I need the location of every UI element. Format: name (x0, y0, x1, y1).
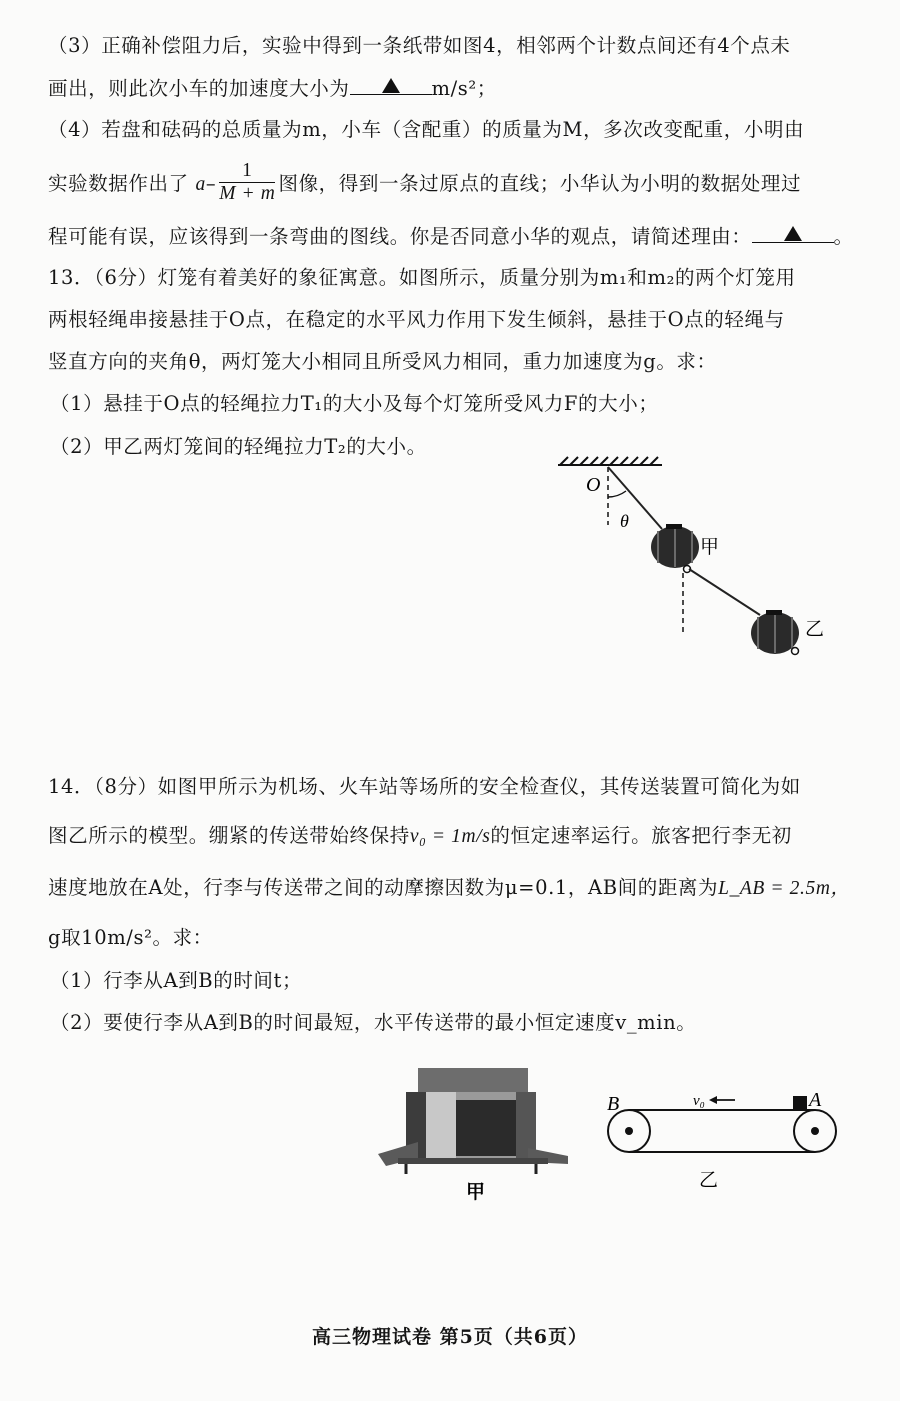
q13-line3: 竖直方向的夹角θ，两灯笼大小相同且所受风力相同，重力加速度为g。求： (48, 350, 717, 373)
conveyor-belt-figure (603, 1088, 843, 1198)
q13-sub1: （1）悬挂于O点的轻绳拉力T₁的大小及每个灯笼所受风力F的大小； (50, 392, 659, 415)
label-jia-scanner: 甲 (466, 1181, 486, 1203)
fraction-numerator: 1 (219, 160, 275, 183)
ceiling-hatch (558, 457, 662, 465)
q13-line1: 13．（6分）灯笼有着美好的象征寓意。如图所示，质量分别为m₁和m₂的两个灯笼用 (48, 266, 796, 289)
q14-sub2: （2）要使行李从A到B的时间最短，水平传送带的最小恒定速度v_min。 (50, 1011, 697, 1034)
label-yi-belt: 乙 (699, 1169, 719, 1191)
page-footer: 高三物理试卷 第5页（共6页） (311, 1326, 589, 1348)
q12-4-period: 。 (833, 225, 854, 248)
q14-line2-text: 图乙所示的模型。绷紧的传送带始终保持 (48, 824, 410, 847)
answer-blank-acceleration[interactable] (350, 72, 432, 95)
q14-line4: g取10m/s²。求： (48, 926, 213, 949)
q12-4-line3-text: 程可能有误，应该得到一条弯曲的图线。你是否同意小华的观点，请简述理由： (48, 225, 752, 248)
lantern-yi (751, 610, 799, 655)
rope-O-to-jia (608, 467, 662, 529)
lantern-jia (651, 524, 699, 573)
q13-line2: 两根轻绳串接悬挂于O点，在稳定的水平风力作用下发生倾斜，悬挂于O点的轻绳与 (48, 308, 785, 331)
triangle-icon (382, 78, 400, 93)
q13-sub2: （2）甲乙两灯笼间的轻绳拉力T₂的大小。 (50, 435, 427, 458)
q12-3-line2 (48, 74, 497, 103)
q14-line3 (48, 874, 851, 903)
luggage-block (793, 1096, 807, 1110)
var-a: a (195, 174, 206, 195)
security-scanner-figure (378, 1062, 568, 1212)
label-theta: θ (620, 511, 629, 531)
q12-4-line2: 实验数据作出了 a– $\frac{1}{M + m}$ 图像，得到一条过原点的直线；小华认为小明的数据处理过 (48, 160, 802, 204)
q12-4-line2-suffix: 图像，得到一条过原点的直线；小华认为小明的数据处理过 (278, 172, 802, 195)
q12-3-unit: m/s²； (431, 77, 497, 100)
fraction-1-over-M-plus-m (219, 160, 275, 205)
fraction-denominator: M + m (219, 183, 276, 204)
label-O: O (586, 474, 601, 496)
answer-blank-reason[interactable] (752, 220, 834, 243)
q14-line2-suffix: 的恒定速率运行。旅客把行李无初 (490, 824, 792, 847)
q14-line1: 14．（8分）如图甲所示为机场、火车站等场所的安全检查仪，其传送装置可简化为如 (48, 775, 801, 798)
q12-4-line3 (48, 222, 854, 251)
q12-4-line1: （4）若盘和砝码的总质量为m，小车（含配重）的质量为M，多次改变配重，小明由 (48, 118, 805, 141)
lantern-figure (550, 455, 850, 670)
q12-3-line2-text: 画出，则此次小车的加速度大小为 (48, 77, 350, 100)
label-yi: 乙 (805, 618, 825, 640)
theta-arc (608, 491, 626, 497)
q14-line3-text: 速度地放在A处，行李与传送带之间的动摩擦因数为μ=0.1，AB间的距离为 (48, 876, 719, 899)
triangle-icon (784, 226, 802, 241)
lab-equation: L_AB = 2.5m， (718, 878, 851, 899)
rope-jia-to-yi (689, 569, 760, 615)
label-v0: v₀ (693, 1093, 705, 1109)
q12-4-line2-text: 实验数据作出了 (48, 172, 189, 195)
q14-line2 (48, 822, 792, 851)
q14-sub1: （1）行李从A到B的时间t； (50, 969, 303, 992)
label-B: B (607, 1093, 620, 1115)
label-A: A (809, 1089, 822, 1111)
label-jia: 甲 (700, 536, 720, 558)
v0-equation: v₀ = 1m/s (409, 826, 491, 847)
q12-3-line1: （3）正确补偿阻力后，实验中得到一条纸带如图4，相邻两个计数点间还有4个点未 (48, 34, 791, 57)
